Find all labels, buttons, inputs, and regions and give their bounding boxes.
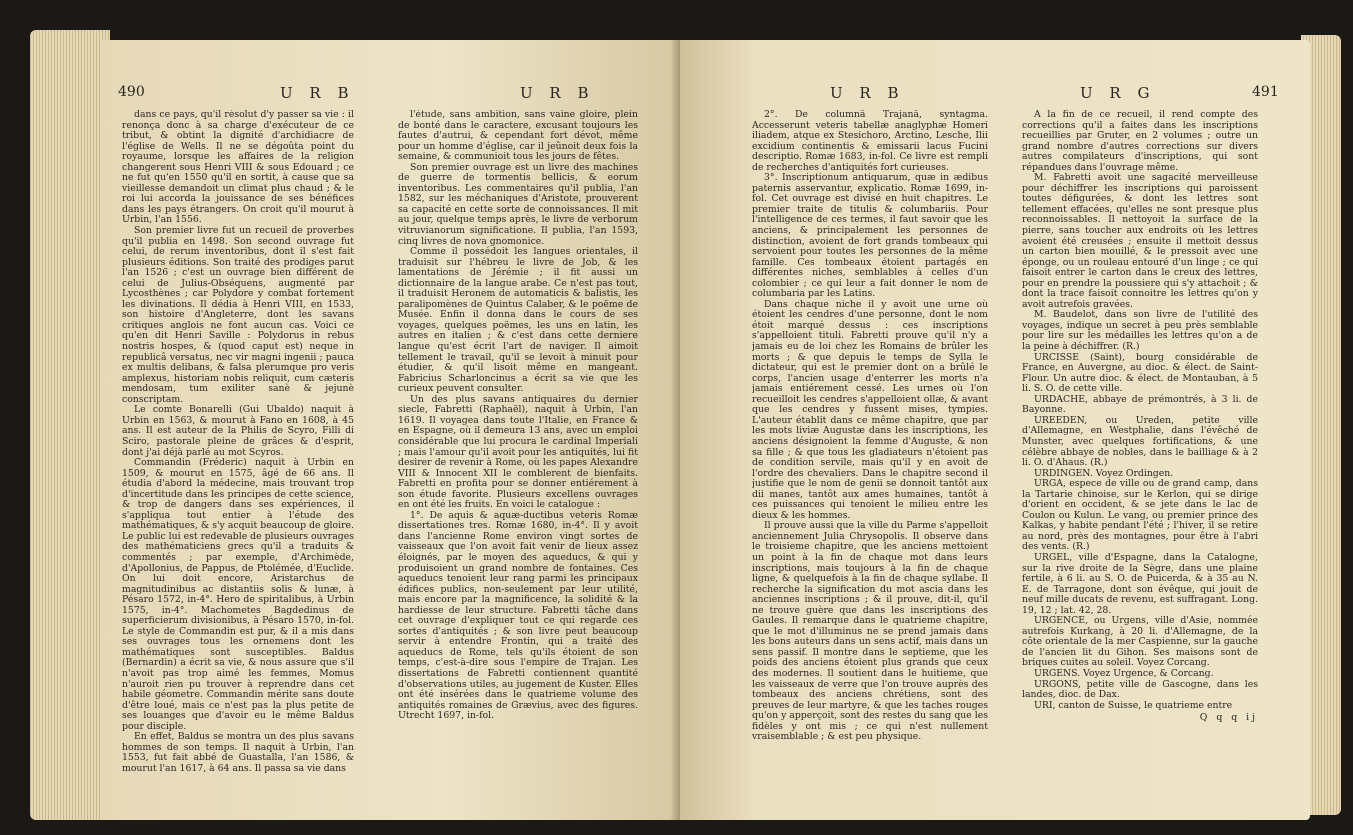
paragraph: URDINGEN. Voyez Ordingen. [1034, 467, 1174, 479]
left-page-stack [30, 30, 110, 820]
paragraph: URGEL, ville d'Espagne, dans la Catalogne, sur la rive droite de la Sègre, dans une plaine fertile, à 6 li. au S. O. de Puicerda, & à 35 au N. E. de Tarragone, dont son évêque, qui jouit de neuf mille ducats de revenu, est suffragant. Long. 19, 12 ; lat. 42, 28. [1022, 551, 1258, 616]
right-page-header-right: U R G [1080, 84, 1156, 102]
signature-mark: Q q q ij [1199, 712, 1258, 724]
left-page-number: 490 [118, 84, 145, 100]
left-page-header-left: U R B [280, 84, 355, 102]
paragraph: Son premier livre fut un recueil de proverbes qu'il publia en 1498. Son second ouvrage fut celui, de rerum inventoribus, dont il s'est fait plusieurs éditions. Son traité des prodiges parut l'an 1526 ; c'est un ouvrage bien différent de celui de Julius-Obséquens, augmenté par Lycosthènes ; car Polydore y combat fortement les divinations. Il dédia à Henri VIII, en 1533, son histoire d'Angleterre, dont les savans critiques anglois ne font aucun cas. Voici ce qu'en dit Henri Saville : Polydorus in rebus nostris hospes, & (quod caput est) neque in republicâ versatus, nec vir magni ingenii ; pauca ex multis delibans, & falsa plerumque pro veris amplexus, historiam nobis reliquit, cum cæteris mendosam, tum exiliter sanè & jejunè conscriptam. [122, 225, 354, 405]
paragraph: Comme il possédoit les langues orientales, il traduisit sur l'hébreu le livre de Job, & les lamentations de Jérémie ; il fit aussi un dictionnaire de la langue arabe. Ce n'est pas tout, il traduisit Heronem de automaticis & balistis, les paralipomènes de Quintus Calaber, & le poëme de Musée. Enfin il donna dans le cours de ses voyages, quelques poëmes, les uns en latin, les autres en italien ; & c'est dans cette derniere langue qu'est écrit l'art de naviger. Il aimoit tellement le travail, qu'il se levoit à minuit pour étudier, & qu'il lisoit même en mangeant. Fabricius Scharloncinus a écrit sa vie que les curieux peuvent consulter. [398, 246, 638, 395]
right-page [680, 40, 1310, 820]
right-page-column-2 [1022, 110, 1258, 810]
paragraph: En effet, Baldus se montra un des plus savans hommes de son temps. Il naquit à Urbin, l'an 1553, fut fait abbé de Guastalla, l'an 1586, & mourut l'an 1617, à 64 ans. Il passa sa vie dans [122, 731, 354, 774]
paragraph: URDACHE, abbaye de prémontrés, à 3 li. de Bayonne. [1022, 393, 1258, 416]
paragraph: Dans chaque niche il y avoit une urne où étoient les cendres d'une personne, dont le nom étoit marqué dessus : ces inscriptions s'appelloient tituli. Fabretti prouve qu'il n'y a jamais eu de loi chez les Romains de brûler les morts ; & que depuis le temps de Sylla le dictateur, qui est le premier dont on a brûlé le corps, l'ancien usage d'enterrer les morts n'a jamais entiérement cessé. Les urnes où l'on recueilloit les cendres s'appelloient ollæ, & avant que les cendres y fussent mises, tympies. L'auteur établit dans ce même chapitre, que par les mots liviæ Augustæ dans les inscriptions, les anciens désignoient la femme d'Auguste, & non sa fille ; & que tous les gladiateurs n'étoient pas de condition servile, mais qu'il y en avoit de l'ordre des chevaliers. Dans le chapitre second il justifie que le nom de genii se donnoit tantôt aux dii manes, tantôt aux ames humaines, tantôt à ces puissances qui tenoient le milieu entre les dieux & les hommes. [752, 298, 988, 521]
paragraph: dans ce pays, qu'il résolut d'y passer sa vie : il renonça donc à sa charge d'exécuteur de ce tribut, & obtint la dignité d'archidiacre de l'église de Wells. Il ne se dégoûta point du royaume, lorsque les affaires de la religion changerent sous Henri VIII & sous Edouard ; ce ne fut qu'en 1550 qu'il en sortit, à cause que sa vieillesse demandoit un climat plus chaud ; & le roi lui accorda la jouissance de ses bénéfices dans les pays étrangers. On croit qu'il mourut à Urbin, l'an 1556. [122, 110, 354, 226]
paragraph: l'étude, sans ambition, sans vaine gloire, plein de bonté dans le caractere, excusant toujours les fautes d'autrui, & cependant fort dévot, même pour un homme d'église, car il jeûnoit deux fois la semaine, & communioit tous les jours de fêtes. [398, 110, 638, 163]
paragraph: Commandin (Fréderic) naquit à Urbin en 1509, & mourut en 1575, âgé de 66 ans. Il étudia d'abord la médecine, mais trouvant trop d'incertitude dans les principes de cette science, & trop de dangers dans ses expériences, il s'appliqua tout entier à l'étude des mathématiques, & s'y acquit beaucoup de gloire. Le public lui est redevable de plusieurs ouvrages des mathématiciens grecs qu'il a traduits & commentés ; par exemple, d'Archimède, d'Apollonius, de Pappus, de Ptolémée, d'Euclide. On lui doit encore, Aristarchus de magnitudinibus ac distantiis solis & lunæ, à Pésaro 1572, in-4°. Hero de spiritalibus, à Urbin 1575, in-4°. Machometes Bagdedinus de superficierum divisionibus, à Pésaro 1570, in-fol. Le style de Commandin est pur, & il a mis dans ses ouvrages tous les ornemens dont les mathématiques sont susceptibles. Baldus (Bernardin) a écrit sa vie, & nous assure que s'il n'avoit pas trop aimé les femmes, Momus n'auroit rien pu trouver à reprendre dans cet habile géometre. Commandin mérite sans doute d'être loué, mais ce n'est pas la plus petite de ses louanges que d'avoir eu le même Baldus pour disciple. [122, 457, 354, 732]
paragraph: M. Baudelot, dans son livre de l'utilité des voyages, indique un secret à peu près semblable pour lire sur les médailles les lettres qu'on a de la peine à déchiffrer. (R.) [1022, 309, 1258, 353]
right-page-header-left: U R B [830, 84, 905, 102]
right-page-number: 491 [1252, 84, 1279, 100]
paragraph: URGENCE, ou Urgens, ville d'Asie, nommée autrefois Kurkang, à 20 li. d'Allemagne, de la côte orientale de la mer Caspienne, sur la gauche de l'ancien lit du Gihon. Ses maisons sont de briques cuites au soleil. Voyez Corcang. [1022, 615, 1258, 669]
left-page-column-2 [398, 110, 638, 810]
paragraph: URI, canton de Suisse, le quatrieme entre [1034, 699, 1233, 711]
paragraph: Le comte Bonarelli (Gui Ubaldo) naquit à Urbin en 1563, & mourut à Fano en 1608, à 45 ans. Il est auteur de la Philis de Scyro, Filli di Sciro, pastorale pleine de grâces & d'esprit, dont j'ai déjà parlé au mot Scyros. [122, 404, 354, 458]
paragraph: 1°. De aquis & aquæ-ductibus veteris Romæ dissertationes tres. Romæ 1680, in-4°. Il y avoit dans l'ancienne Rome environ vingt sortes de vaisseaux que l'on avoit fait venir de lieux assez éloignés, par le moyen des aqueducs, & qui y produisoient un grand nombre de fontaines. Ces aqueducs tenoient leur rang parmi les principaux édifices publics, non-seulement par leur utilité, mais encore par la magnificence, la solidité & la hardiesse de leur structure. Fabretti tâche dans cet ouvrage d'expliquer tout ce qui regarde ces sortes d'antiquités ; & son livre peut beaucoup servir à entendre Frontin, qui a traité des aqueducs de Rome, tels qu'ils étoient de son temps, c'est-à-dire sous l'empire de Trajan. Les dissertations de Fabretti contiennent quantité d'observations utiles, au jugement de Kuster. Elles ont été insérées dans le quatrieme volume des antiquités romaines de Grævius, avec des figures. Utrecht 1697, in-fol. [398, 509, 638, 722]
paragraph: URGONS, petite ville de Gascogne, dans les landes, dioc. de Dax. [1022, 678, 1258, 701]
paragraph: 2°. De columnâ Trajanâ, syntagma. Accesserunt veteris tabellæ anaglyphæ Homeri iliadem, atque ex Stesichoro, Arctino, Lesche, Ilii excidium continentis & emissarii lacus Fucini descriptio. Romæ 1683, in-fol. Ce livre est rempli de recherches d'antiquités fort curieuses. [752, 110, 988, 173]
left-page-column-1 [122, 110, 354, 810]
paragraph: Il prouve aussi que la ville du Parme s'appelloit anciennement Julia Chrysopolis. Il observe dans le troisieme chapitre, que les anciens mettoient un point à la fin de chaque mot dans leurs inscriptions, mais toujours à la fin de chaque ligne, & quelquefois à la fin de chaque syllabe. Il recherche la signification du mot ascia dans les anciennes inscriptions ; & il prouve, dit-il, qu'il ne trouve guère que dans les inscriptions des Gaules. Il remarque dans le quatrieme chapitre, que le mot d'illuminus ne se prend jamais dans les bons auteurs dans un sens actif, mais dans un sens passif. Il montre dans le septieme, que les poids des anciens étoient plus grands que ceux des modernes. Il soutient dans le huitieme, que les vaisseaux de verre que l'on trouve auprès des tombeaux des anciens chrétiens, sont des preuves de leur martyre, & que les taches rouges qu'on y apperçoit, sont des restes du sang que les fidèles y ont mis ; ce qui n'est nullement vraisemblable ; & est peu physique. [752, 520, 988, 743]
paragraph: Un des plus savans antiquaires du dernier siecle, Fabretti (Raphaël), naquit à Urbin, l'an 1619. Il voyagea dans toute l'Italie, en France & en Espagne, où il demeura 13 ans, avec un emploi considérable que lui procura le cardinal Imperiali ; mais l'amour qu'il avoit pour les antiquités, lui fit desirer de revenir à Rome, où les papes Alexandre VIII & Innocent XII le comblerent de bienfaits. Fabretti en profita pour se donner entiérement à son étude favorite. Plusieurs excellens ouvrages en ont été les fruits. En voici le catalogue : [398, 393, 638, 511]
paragraph: URGA, espece de ville ou de grand camp, dans la Tartarie chinoise, sur le Kerlon, qui se dirige d'orient en occident, & se jete dans le lac de Coulon ou Kulun. Le vang, ou premier prince des Kalkas, y habite pendant l'été ; l'hiver, il se retire au nord, près des montagnes, pour être à l'abri des vents. (R.) [1022, 478, 1258, 553]
paragraph: A la fin de ce recueil, il rend compte des corrections qu'il a faites dans les inscriptions recueillies par Gruter, en 2 volumes ; outre un grand nombre d'autres corrections sur divers autres compilateurs d'inscriptions, qui sont répandues dans l'ouvrage même. [1022, 110, 1258, 173]
paragraph: UREEDEN, ou Ureden, petite ville d'Allemagne, en Westphalie, dans l'évêché de Munster, avec quelques fortifications, & une célèbre abbaye de nobles, dans le bailliage & à 2 li. O. d'Ahaus. (R.) [1022, 414, 1258, 469]
paragraph: URCISSE (Saint), bourg considérable de France, en Auvergne, au dioc. & élect. de Saint-Flour. Un autre dioc. & élect. de Montauban, à 5 li. S. O. de cette ville. [1022, 351, 1258, 395]
left-page [100, 40, 680, 820]
paragraph: URGENS. Voyez Urgence, & Corcang. [1034, 667, 1214, 679]
paragraph: M. Fabretti avoit une sagacité merveilleuse pour déchiffrer les inscriptions qui paroissent toutes défigurées, & dont les lettres sont tellement effacées, qu'elles ne sont presque plus reconnoissables. Il nettoyoit la surface de la pierre, sans toucher aux endroits où les lettres avoient été creusées ; ensuite il mettoit dessus un carton bien mouillé, & le pressoit avec une éponge, ou un rouleau entouré d'un linge ; ce qui faisoit entrer le carton dans le creux des lettres, pour en prendre la poussiere qui s'y attachoit ; & dont la trace faisoit connoitre les lettres qu'on y avoit autrefois gravées. [1022, 172, 1258, 310]
right-page-column-1 [752, 110, 988, 810]
left-page-header-right: U R B [520, 84, 595, 102]
paragraph: Son premier ouvrage est un livre des machines de guerre de tormentis bellicis, & eorum inventoribus. Les commentaires qu'il publia, l'an 1582, sur les méchaniques d'Aristote, prouverent sa capacité en cette sorte de connoissances. Il mit au jour, quelque temps après, le livre de verborum vitruvianorum significatione. Il publia, l'an 1593, cinq livres de nova gnomonice. [398, 161, 638, 247]
paragraph: 3°. Inscriptionum antiquarum, quæ in ædibus paternis asservantur, explicatio. Romæ 1699, in-fol. Cet ouvrage est divisé en huit chapitres. Le premier traite de titulis & columbariis. Pour l'intelligence de ces termes, il faut savoir que les anciens, & principalement les personnes de distinction, avoient de fort grands tombeaux qui servoient pour toutes les personnes de la même famille. Ces tombeaux étoient partagés en différentes niches, semblables à celles d'un colombier ; ce qui leur a fait donner le nom de columbaria par les Latins. [752, 172, 988, 300]
